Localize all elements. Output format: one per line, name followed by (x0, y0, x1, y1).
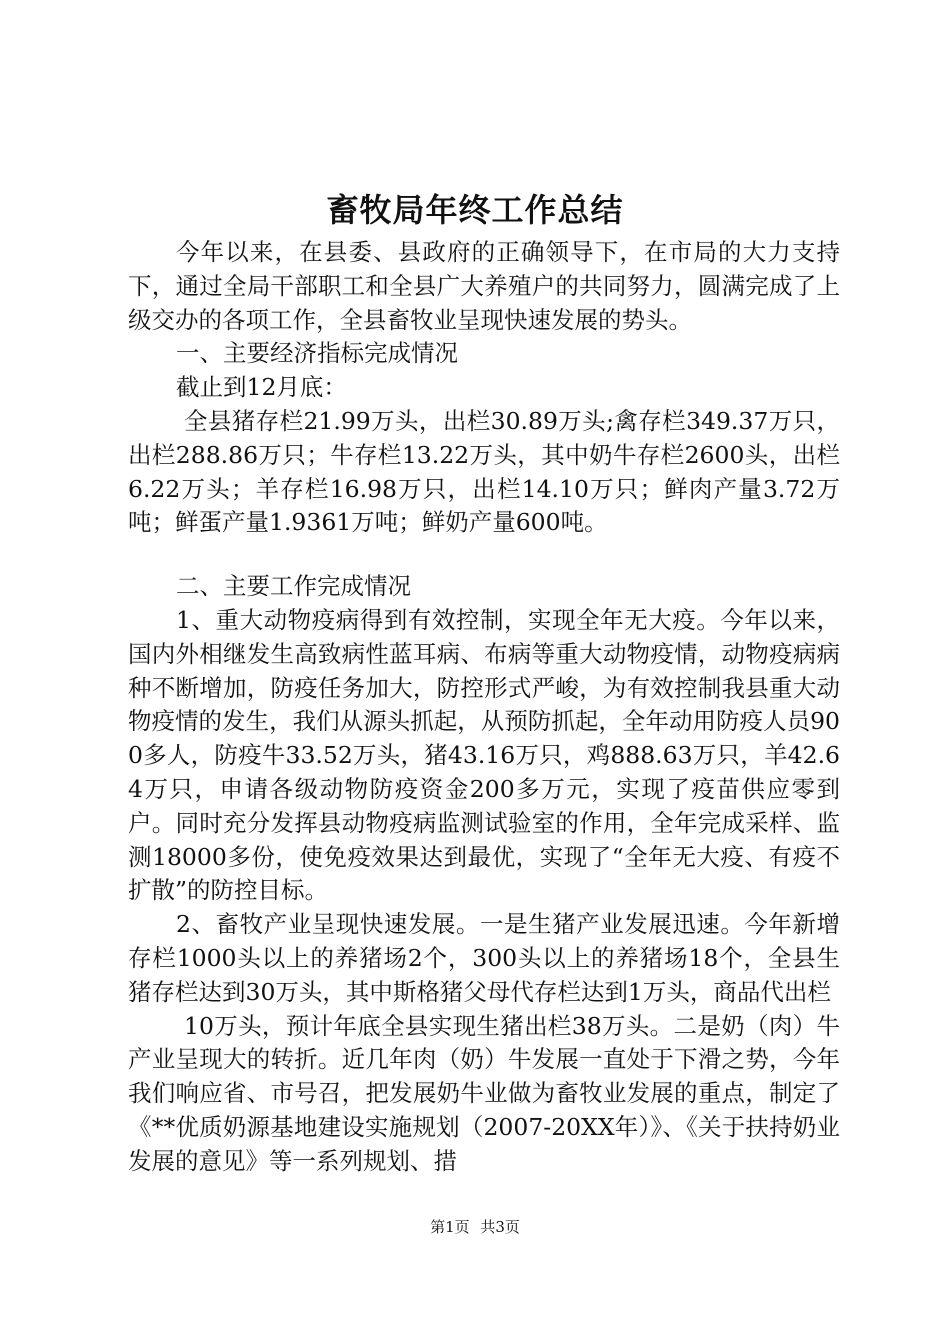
page-total: 共3页 (480, 1218, 520, 1236)
industry-development-paragraph: 2、畜牧产业呈现快速发展。一是生猪产业发展迅速。今年新增存栏1000头以上的养猪场2个，300头以上的养猪场18个，全县生猪存栏达到30万头，其中斯格猪父母代存栏达到1万头，商品代出栏 (128, 910, 840, 1006)
section-heading-1: 一、主要经济指标完成情况 (176, 339, 458, 368)
date-line: 截止到12月底： (176, 373, 347, 402)
document-title: 畜牧局年终工作总结 (326, 191, 624, 229)
intro-paragraph: 今年以来，在县委、县政府的正确领导下，在市局的大力支持下，通过全局干部职工和全县广大养殖户的共同努力，圆满完成了上级交办的各项工作，全县畜牧业呈现快速发展的势头。 (128, 238, 840, 334)
page-number: 第1页 (430, 1218, 470, 1236)
page-footer (0, 1217, 950, 1237)
dairy-paragraph: 10万头，预计年底全县实现生猪出栏38万头。二是奶（肉）牛产业呈现大的转折。近几年肉（奶）牛发展一直处于下滑之势，今年我们响应省、市号召，把发展奶牛业做为畜牧业发展的重点，制定了《**优质奶源基地建设实施规划（2007-20XX年）》、《关于扶持奶业发展的意见》等一系列规划、措 (128, 1011, 840, 1175)
document-body (128, 236, 840, 1179)
disease-control-paragraph: 1、重大动物疫病得到有效控制，实现全年无大疫。今年以来，国内外相继发生高致病性蓝耳病、布病等重大动物疫情，动物疫病病种不断增加，防疫任务加大，防控形式严峻，为有效控制我县重大动物疫情的发生，我们从源头抓起，从预防抓起，全年动用防疫人员900多人，防疫牛33.52万头，猪43.16万只，鸡888.63万只，羊42.64万只，申请各级动物防疫资金200多万元，实现了疫苗供应零到户。同时充分发挥县动物疫病监测试验室的作用，全年完成采样、监测18000多份，使免疫效果达到最优，实现了“全年无大疫、有疫不扩散”的防控目标。 (128, 605, 840, 905)
section-heading-2: 二、主要工作完成情况 (176, 572, 411, 601)
statistics-paragraph: 全县猪存栏21.99万头，出栏30.89万头;禽存栏349.37万只，出栏288.86万只；牛存栏13.22万头，其中奶牛存栏2600头，出栏6.22万头；羊存栏16.98万只，出栏14.10万只；鲜肉产量3.72万吨；鲜蛋产量1.9361万吨；鲜奶产量600吨。 (128, 406, 840, 537)
paragraph-gap (128, 540, 840, 570)
